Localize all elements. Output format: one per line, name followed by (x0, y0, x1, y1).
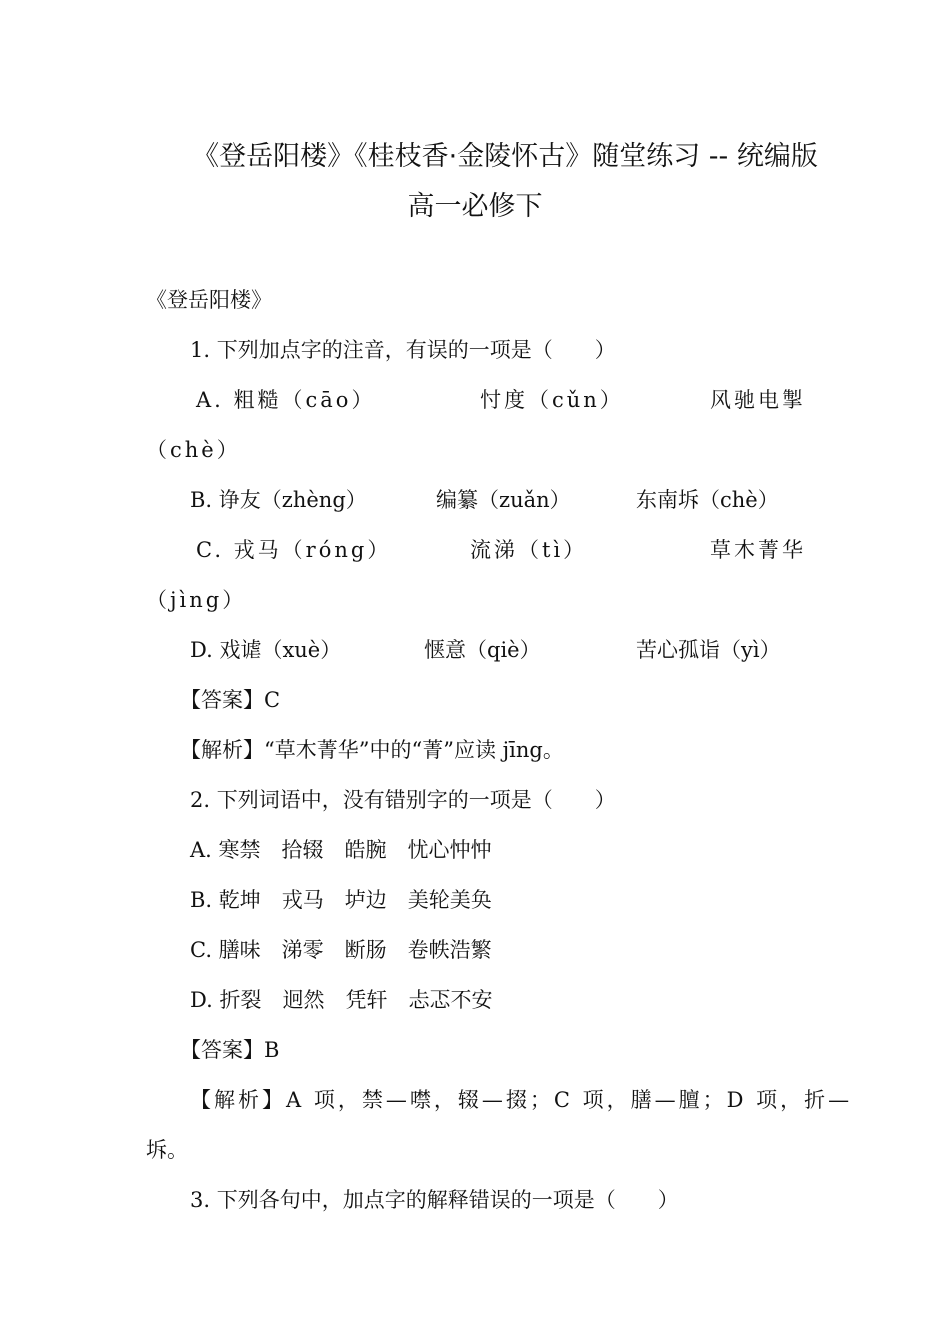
q1-option-c-part2: 流涕（tì） (470, 538, 588, 562)
document-title: 《登岳阳楼》《桂枝香·金陵怀古》随堂练习 -- 统编版 (192, 141, 818, 172)
section-heading: 《登岳阳楼》 (146, 288, 272, 312)
q1-option-d-part2: 惬意（qiè） (424, 638, 541, 662)
q1-analysis: 【解析】“草木菁华”中的“菁”应读 jīng。 (180, 738, 564, 762)
q3-stem: 3. 下列各句中，加点字的解释错误的一项是（ ） (190, 1188, 679, 1212)
q2-option-b: B. 乾坤 戎马 垆边 美轮美奂 (190, 888, 492, 912)
q1-option-c-part4: （jìng） (146, 588, 247, 612)
q2-option-c: C. 膳味 涕零 断肠 卷帙浩繁 (190, 938, 492, 962)
q1-option-b-part3: 东南坼（chè） (636, 488, 779, 512)
q1-stem: 1. 下列加点字的注音，有误的一项是（ ） (190, 338, 616, 362)
q1-answer: 【答案】C (180, 688, 281, 712)
q1-option-b-part2: 编纂（zuǎn） (436, 488, 571, 512)
q2-option-a: A. 寒禁 拾辍 皓腕 忧心忡忡 (190, 838, 492, 862)
q1-option-d-part3: 苦心孤诣（yì） (636, 638, 781, 662)
q2-analysis-line1: 【解析】A 项，禁—噤，辍—掇；C 项，膳—膻；D 项，折— (190, 1088, 853, 1112)
q1-option-a-part4: （chè） (146, 438, 241, 462)
q1-option-a-part2: 忖度（cǔn） (480, 388, 624, 412)
q2-analysis-line2: 坼。 (146, 1138, 188, 1162)
document-subtitle: 高一必修下 (407, 191, 543, 222)
q1-option-c-part3: 草木菁华 (710, 538, 806, 562)
q2-option-d: D. 折裂 迥然 凭轩 忐忑不安 (190, 988, 493, 1012)
q1-option-b-part1: B. 诤友（zhèng） (190, 488, 367, 512)
q1-option-a-part3: 风驰电掣 (710, 388, 806, 412)
q1-option-c-part1: C. 戎马（róng） (196, 538, 392, 562)
q1-option-d-part1: D. 戏谑（xuè） (190, 638, 342, 662)
q2-stem: 2. 下列词语中，没有错别字的一项是（ ） (190, 788, 616, 812)
q1-option-a-part1: A. 粗糙（cāo） (196, 388, 376, 412)
q2-answer: 【答案】B (180, 1038, 280, 1062)
